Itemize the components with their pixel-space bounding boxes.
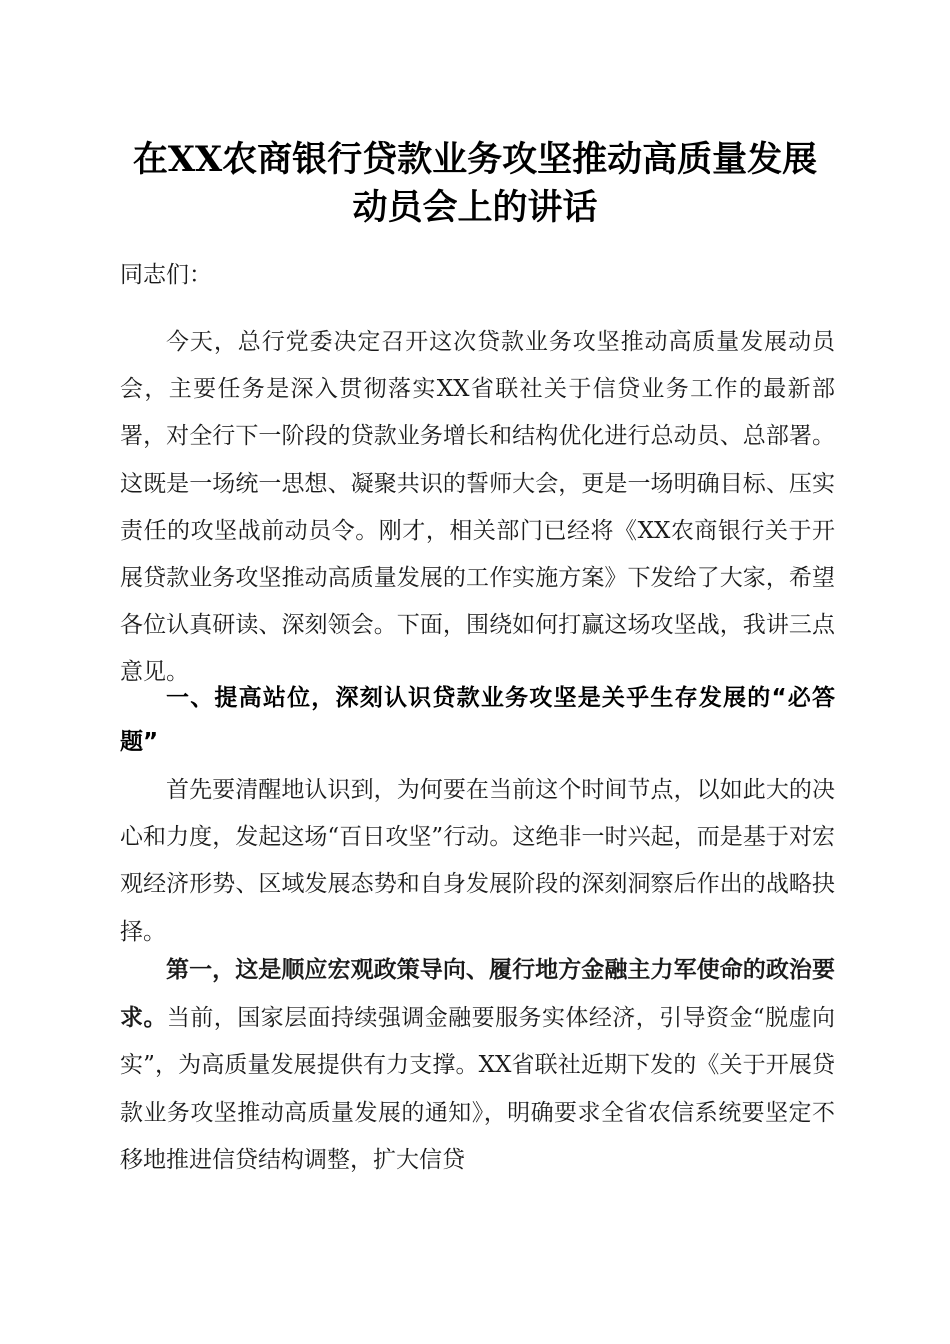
paragraph-2: 首先要清醒地认识到，为何要在当前这个时间节点，以如此大的决心和力度，发起这场“百日攻坚”行动。这绝非一时兴起，而是基于对宏观经济形势、区域发展态势和自身发展阶段的深刻洞察后作出的战略抉择。 — [120, 777, 835, 945]
paragraph-1: 今天，总行党委决定召开这次贷款业务攻坚推动高质量发展动员会，主要任务是深入贯彻落实XX省联社关于信贷业务工作的最新部署，对全行下一阶段的贷款业务增长和结构优化进行总动员、总部署。这既是一场统一思想、凝聚共识的誓师大会，更是一场明确目标、压实责任的攻坚战前动员令。刚才，相关部门已经将《XX农商银行关于开展贷款业务攻坚推动高质量发展的工作实施方案》下发给了大家，希望各位认真研读、深刻领会。下面，围绕如何打赢这场攻坚战，我讲三点意见。 — [120, 329, 835, 686]
document-title-line-2: 动员会上的讲话 — [352, 187, 598, 228]
paragraph-3-lead: 第一，这是顺应宏观政策导向、履行地方金融主力军使命的政治要求。 — [120, 956, 835, 1032]
section-1-heading: 一、提高站位，深刻认识贷款业务攻坚是关乎生存发展的“必答题” — [120, 685, 835, 755]
document-title-line-1: 在XX农商银行贷款业务攻坚推动高质量发展 — [132, 139, 818, 180]
paragraph-3-body: 当前，国家层面持续强调金融要服务实体经济，引导资金“脱虚向实”，为高质量发展提供有力支撑。XX省联社近期下发的《关于开展贷款业务攻坚推动高质量发展的通知》，明确要求全省农信系统要坚定不移地推进信贷结构调整，扩大信贷 — [120, 1005, 836, 1173]
salutation: 同志们： — [120, 262, 212, 288]
paragraph-3 — [120, 946, 835, 1184]
